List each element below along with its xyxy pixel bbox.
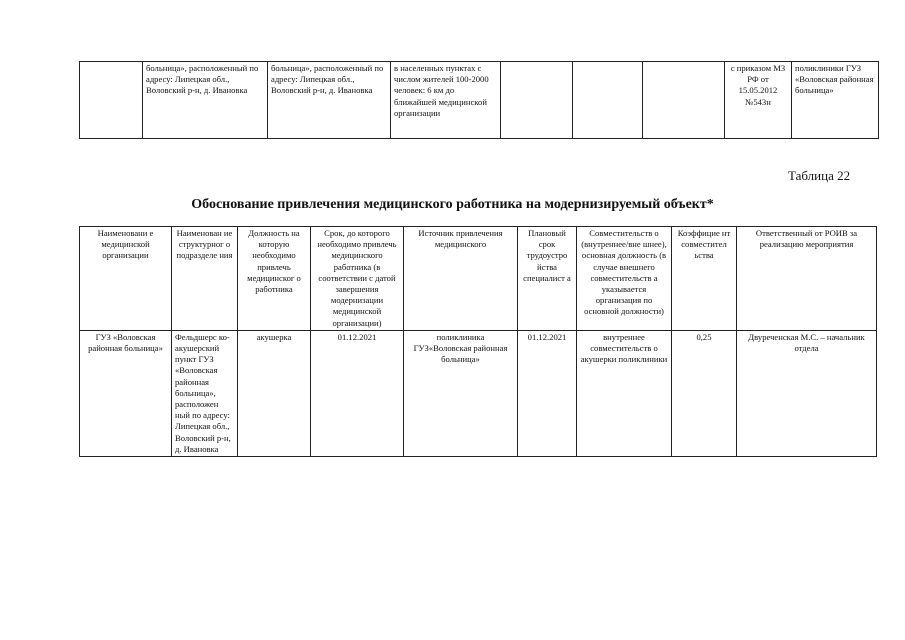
table-cell xyxy=(643,62,725,139)
table-cell: больница», расположенный по адресу: Липецкая обл., Воловский р-н, д. Ивановка xyxy=(268,62,391,139)
table-cell: поликлиника ГУЗ«Воловская районная больница» xyxy=(404,330,518,456)
header-cell: Совместительств о (внутреннее/вне шнее), основная должность (в случае внешнего совместительств а указывается организация по основной должности) xyxy=(577,227,672,331)
table-cell: в населенных пунктах с числом жителей 100-2000 человек: 6 км до ближайшей медицинской организации xyxy=(391,62,501,139)
header-cell: Наименован ие структурног о подразделе ния xyxy=(172,227,238,331)
header-row xyxy=(80,227,877,331)
table-number-label: Таблица 22 xyxy=(788,168,851,183)
table-cell: 0,25 xyxy=(672,330,737,456)
table-cell: 01.12.2021 xyxy=(311,330,404,456)
table-row xyxy=(80,62,879,139)
table-cell: 01.12.2021 xyxy=(518,330,577,456)
continuation-table xyxy=(79,61,879,139)
table-cell xyxy=(80,62,143,139)
table-cell: с приказом МЗ РФ от 15.05.2012 №543н xyxy=(725,62,792,139)
header-cell: Наименовани е медицинской организации xyxy=(80,227,172,331)
header-cell: Должность на которую необходимо привлечь медицинског о работника xyxy=(238,227,311,331)
table-cell: Двуреченская М.С. – начальник отдела xyxy=(737,330,877,456)
table-cell: внутреннее совместительств о акушерки поликлиники xyxy=(577,330,672,456)
table-cell: поликлиники ГУЗ «Воловская районная больница» xyxy=(792,62,879,139)
header-cell: Плановый срок трудоустро йства специалист а xyxy=(518,227,577,331)
page-title: Обоснование привлечения медицинского работника на модернизируемый объект* xyxy=(191,197,714,212)
table-cell: больница», расположенный по адресу: Липецкая обл., Воловский р-н, д. Ивановка xyxy=(143,62,268,139)
header-cell: Срок, до которого необходимо привлечь медицинского работника (в соответствии с датой завершения модернизации медицинской организации) xyxy=(311,227,404,331)
table-row xyxy=(80,330,877,456)
table-cell xyxy=(573,62,643,139)
table-cell xyxy=(501,62,573,139)
justification-table xyxy=(79,226,877,457)
table-cell: акушерка xyxy=(238,330,311,456)
header-cell: Ответственный от РОИВ за реализацию мероприятия xyxy=(737,227,877,331)
table-cell: ГУЗ «Воловская районная больница» xyxy=(80,330,172,456)
header-cell: Источник привлечения медицинского xyxy=(404,227,518,331)
header-cell: Коэффицие нт совместител ьства xyxy=(672,227,737,331)
table-cell: Фельдшерс ко-акушерский пункт ГУЗ «Воловская районная больница», расположен ный по адресу: Липецкая обл., Воловский р-н, д. Ивановка xyxy=(172,330,238,456)
